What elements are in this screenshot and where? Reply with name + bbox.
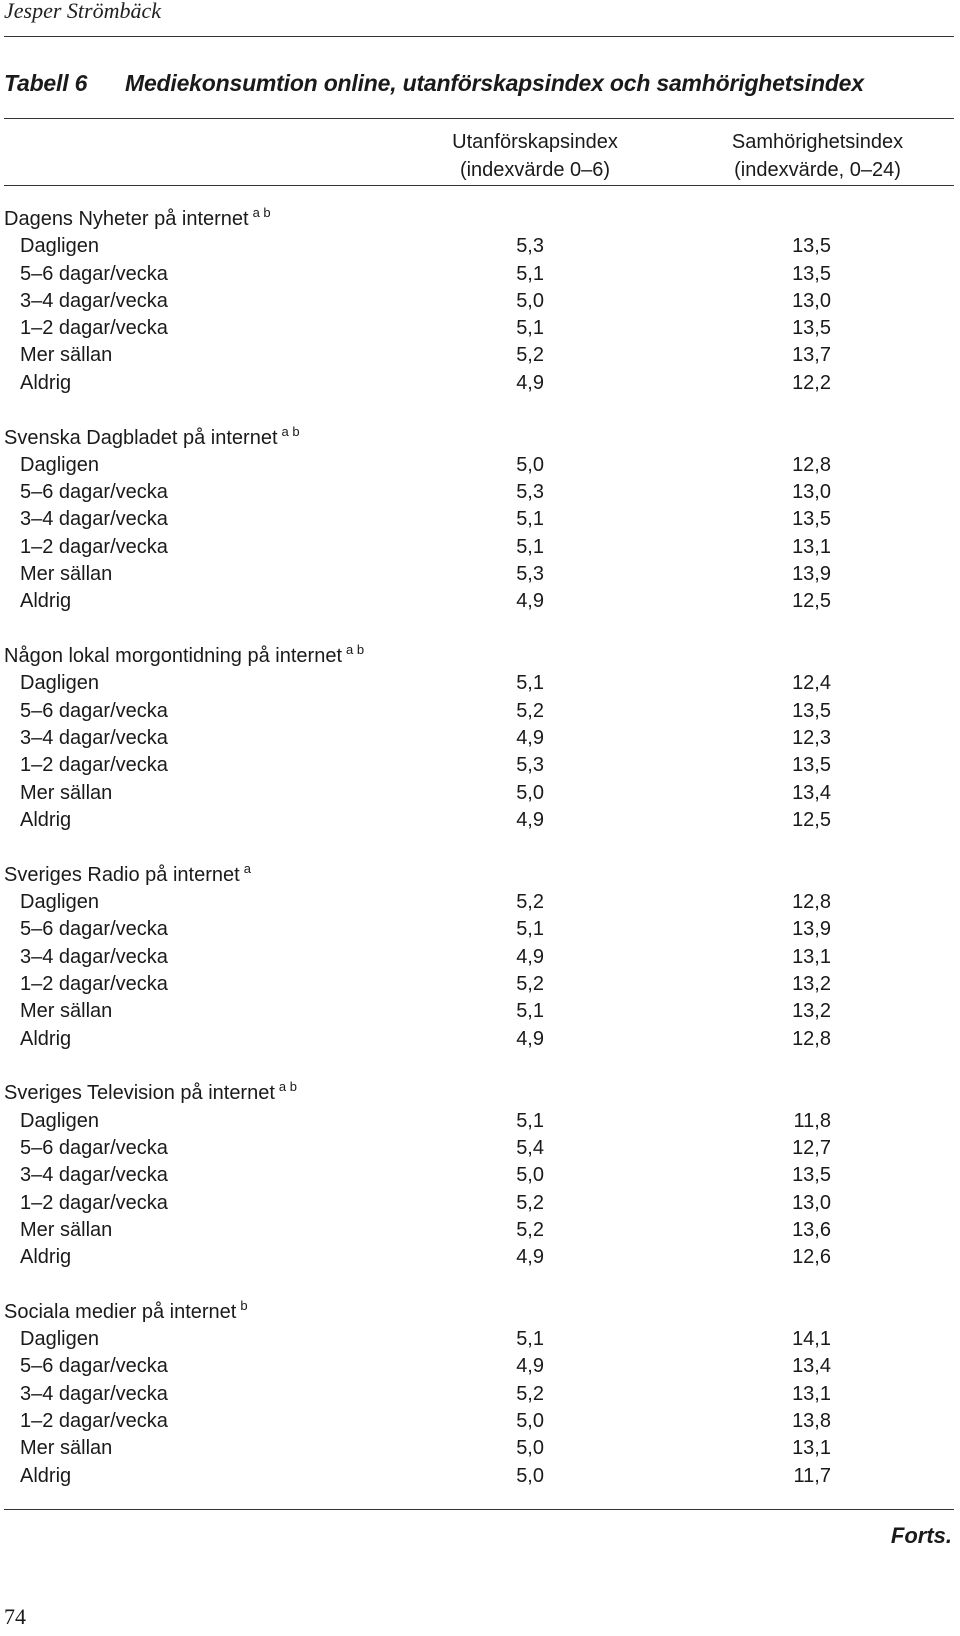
samhorighetsindex-value: 13,0	[792, 481, 831, 504]
samhorighetsindex-value: 13,9	[792, 563, 831, 586]
table-row	[4, 454, 954, 481]
utanforskapsindex-value: 4,9	[516, 1355, 544, 1378]
utanforskapsindex-value: 5,0	[516, 453, 544, 476]
utanforskapsindex-value: 4,9	[516, 945, 544, 968]
table-row	[4, 536, 954, 563]
row-label: 1–2 dagar/vecka	[20, 317, 168, 340]
footnote-markers: a b	[278, 1079, 297, 1095]
table-row	[4, 1219, 954, 1246]
utanforskapsindex-value: 5,2	[516, 344, 544, 367]
footnote-markers: b	[240, 1297, 248, 1313]
utanforskapsindex-value: 4,9	[516, 727, 544, 750]
section-title-text: Sociala medier på internet	[4, 1300, 237, 1323]
utanforskapsindex-value: 5,1	[516, 535, 544, 558]
samhorighetsindex-value: 13,5	[792, 262, 831, 285]
utanforskapsindex-value: 5,3	[516, 563, 544, 586]
table-row	[4, 235, 954, 262]
utanforskapsindex-value: 4,9	[516, 808, 544, 831]
table-row	[4, 973, 954, 1000]
row-label: 1–2 dagar/vecka	[20, 754, 168, 777]
samhorighetsindex-value: 13,7	[792, 344, 831, 367]
section-title	[4, 1079, 954, 1109]
samhorighetsindex-value: 12,5	[792, 590, 831, 613]
row-label: 1–2 dagar/vecka	[20, 1191, 168, 1214]
row-label: 3–4 dagar/vecka	[20, 1382, 168, 1405]
table-row	[4, 290, 954, 317]
footnote-markers: a b	[281, 423, 300, 439]
samhorighetsindex-value: 12,8	[792, 1027, 831, 1050]
section-title-text: Sveriges Radio på internet	[4, 863, 240, 886]
row-label: 3–4 dagar/vecka	[20, 289, 168, 312]
table-row	[4, 317, 954, 344]
samhorighetsindex-value: 13,2	[792, 972, 831, 995]
samhorighetsindex-value: 11,7	[793, 1464, 831, 1487]
samhorighetsindex-value: 13,1	[792, 1382, 831, 1405]
table-section	[4, 205, 954, 399]
utanforskapsindex-value: 5,3	[516, 481, 544, 504]
row-label: 3–4 dagar/vecka	[20, 508, 168, 531]
utanforskapsindex-value: 5,2	[516, 891, 544, 914]
table-row	[4, 1328, 954, 1355]
utanforskapsindex-value: 5,1	[516, 1109, 544, 1132]
table-row	[4, 372, 954, 399]
utanforskapsindex-value: 4,9	[516, 1246, 544, 1269]
row-label: Dagligen	[20, 1328, 99, 1351]
row-label: Aldrig	[20, 1464, 72, 1487]
samhorighetsindex-value: 12,6	[792, 1246, 831, 1269]
row-label: Mer sällan	[20, 1437, 113, 1460]
table-row	[4, 1410, 954, 1437]
row-label: Dagligen	[20, 453, 99, 476]
utanforskapsindex-value: 4,9	[516, 371, 544, 394]
table-row	[4, 1164, 954, 1191]
table-row	[4, 754, 954, 781]
table-row	[4, 508, 954, 535]
table-section	[4, 1297, 954, 1492]
row-label: Aldrig	[20, 808, 72, 831]
samhorighetsindex-value: 13,4	[792, 781, 831, 804]
table-row	[4, 1028, 954, 1055]
table-row	[4, 727, 954, 754]
samhorighetsindex-value: 13,4	[792, 1355, 831, 1378]
section-title	[4, 1297, 954, 1328]
samhorighetsindex-value: 13,1	[792, 945, 831, 968]
utanforskapsindex-value: 5,0	[516, 781, 544, 804]
table-row	[4, 1192, 954, 1219]
section-title-text: Sveriges Television på internet	[4, 1082, 275, 1105]
row-label: Dagligen	[20, 1109, 99, 1132]
row-label: Dagligen	[20, 672, 99, 695]
utanforskapsindex-value: 5,2	[516, 1218, 544, 1241]
utanforskapsindex-value: 5,2	[516, 1382, 544, 1405]
page-number: 74	[4, 1604, 26, 1629]
column-header-range: (indexvärde, 0–24)	[734, 159, 901, 181]
footnote-markers: a	[243, 860, 251, 876]
table-row	[4, 946, 954, 973]
samhorighetsindex-value: 14,1	[792, 1328, 831, 1351]
footnote-markers: a b	[252, 205, 271, 220]
row-label: Dagligen	[20, 235, 99, 258]
table-row	[4, 481, 954, 508]
row-label: Mer sällan	[20, 563, 113, 586]
bottom-rule	[4, 1509, 954, 1510]
utanforskapsindex-value: 5,1	[516, 262, 544, 285]
utanforskapsindex-value: 5,1	[516, 1328, 544, 1351]
row-label: 1–2 dagar/vecka	[20, 972, 168, 995]
samhorighetsindex-value: 11,8	[793, 1109, 831, 1132]
samhorighetsindex-value: 12,4	[792, 672, 831, 695]
section-title-text: Svenska Dagbladet på internet	[4, 426, 278, 449]
table-body	[4, 205, 954, 1519]
samhorighetsindex-value: 13,0	[792, 1191, 831, 1214]
samhorighetsindex-value: 13,5	[792, 317, 831, 340]
section-title-text: Någon lokal morgontidning på internet	[4, 645, 342, 668]
table-row	[4, 700, 954, 727]
samhorighetsindex-value: 12,2	[792, 371, 831, 394]
table-row	[4, 563, 954, 590]
title-rule	[4, 118, 954, 119]
utanforskapsindex-value: 5,2	[516, 1191, 544, 1214]
utanforskapsindex-value: 5,4	[516, 1136, 544, 1159]
table-row	[4, 263, 954, 290]
samhorighetsindex-value: 13,5	[792, 235, 831, 258]
footnote-markers: a b	[346, 642, 365, 658]
row-label: 3–4 dagar/vecka	[20, 727, 168, 750]
header-rule	[4, 185, 954, 186]
utanforskapsindex-value: 5,1	[516, 508, 544, 531]
table-row	[4, 782, 954, 809]
column-header-name: Samhörighetsindex	[731, 131, 904, 153]
utanforskapsindex-value: 5,2	[516, 972, 544, 995]
section-title	[4, 642, 954, 672]
table-row	[4, 1246, 954, 1273]
table-row	[4, 1383, 954, 1410]
row-label: 5–6 dagar/vecka	[20, 262, 168, 285]
table-row	[4, 344, 954, 371]
utanforskapsindex-value: 5,0	[516, 1410, 544, 1433]
continued-label: Forts.	[890, 1523, 952, 1548]
column-header-samhorighetsindex	[690, 128, 945, 184]
samhorighetsindex-value: 13,6	[792, 1218, 831, 1241]
table-row	[4, 590, 954, 617]
samhorighetsindex-value: 12,3	[792, 727, 831, 750]
samhorighetsindex-value: 13,1	[792, 1437, 831, 1460]
table-row	[4, 1437, 954, 1464]
column-header-utanforskapsindex	[420, 128, 650, 184]
table-row	[4, 918, 954, 945]
section-title	[4, 205, 954, 235]
utanforskapsindex-value: 5,3	[516, 235, 544, 258]
row-label: Aldrig	[20, 371, 72, 394]
samhorighetsindex-value: 13,0	[792, 289, 831, 312]
utanforskapsindex-value: 5,1	[516, 672, 544, 695]
table-row	[4, 1137, 954, 1164]
samhorighetsindex-value: 13,5	[792, 508, 831, 531]
utanforskapsindex-value: 5,1	[516, 317, 544, 340]
table-row	[4, 1110, 954, 1137]
row-label: 5–6 dagar/vecka	[20, 1136, 168, 1159]
row-label: 3–4 dagar/vecka	[20, 1164, 168, 1187]
table-row	[4, 809, 954, 836]
samhorighetsindex-value: 13,5	[792, 1164, 831, 1187]
row-label: 5–6 dagar/vecka	[20, 918, 168, 941]
table-row	[4, 1465, 954, 1492]
table-title	[4, 70, 864, 97]
utanforskapsindex-value: 4,9	[516, 1027, 544, 1050]
running-head: Jesper Strömbäck	[4, 0, 162, 23]
samhorighetsindex-value: 13,8	[792, 1410, 831, 1433]
samhorighetsindex-value: 12,7	[792, 1136, 831, 1159]
utanforskapsindex-value: 5,2	[516, 699, 544, 722]
utanforskapsindex-value: 5,3	[516, 754, 544, 777]
row-label: 5–6 dagar/vecka	[20, 1355, 168, 1378]
utanforskapsindex-value: 5,0	[516, 1164, 544, 1187]
table-section	[4, 642, 954, 836]
utanforskapsindex-value: 4,9	[516, 590, 544, 613]
samhorighetsindex-value: 13,1	[792, 535, 831, 558]
row-label: 3–4 dagar/vecka	[20, 945, 168, 968]
samhorighetsindex-value: 12,8	[792, 891, 831, 914]
table-caption: Mediekonsumtion online, utanförskapsindex och samhörighetsindex	[125, 70, 864, 96]
row-label: 5–6 dagar/vecka	[20, 699, 168, 722]
row-label: 1–2 dagar/vecka	[20, 535, 168, 558]
top-rule	[4, 36, 954, 37]
section-title-text: Dagens Nyheter på internet	[4, 208, 249, 230]
utanforskapsindex-value: 5,0	[516, 1437, 544, 1460]
row-label: Mer sällan	[20, 781, 113, 804]
samhorighetsindex-value: 13,5	[792, 754, 831, 777]
row-label: Mer sällan	[20, 1000, 113, 1023]
samhorighetsindex-value: 13,2	[792, 1000, 831, 1023]
samhorighetsindex-value: 12,8	[792, 453, 831, 476]
utanforskapsindex-value: 5,1	[516, 918, 544, 941]
table-row	[4, 891, 954, 918]
samhorighetsindex-value: 13,5	[792, 699, 831, 722]
section-title	[4, 423, 954, 454]
table-label: Tabell 6	[4, 70, 88, 96]
samhorighetsindex-value: 12,5	[792, 808, 831, 831]
row-label: 5–6 dagar/vecka	[20, 481, 168, 504]
row-label: Aldrig	[20, 1246, 72, 1269]
section-title	[4, 860, 954, 891]
row-label: Mer sällan	[20, 344, 113, 367]
table-section	[4, 860, 954, 1055]
row-label: Aldrig	[20, 1027, 72, 1050]
table-row	[4, 1355, 954, 1382]
row-label: Mer sällan	[20, 1218, 113, 1241]
utanforskapsindex-value: 5,0	[516, 289, 544, 312]
table-section	[4, 423, 954, 618]
row-label: 1–2 dagar/vecka	[20, 1410, 168, 1433]
utanforskapsindex-value: 5,1	[516, 1000, 544, 1023]
utanforskapsindex-value: 5,0	[516, 1464, 544, 1487]
column-header-name: Utanförskapsindex	[452, 131, 618, 153]
row-label: Dagligen	[20, 891, 99, 914]
table-section	[4, 1079, 954, 1273]
row-label: Aldrig	[20, 590, 72, 613]
column-header-range: (indexvärde 0–6)	[459, 159, 611, 181]
samhorighetsindex-value: 13,9	[792, 918, 831, 941]
table-row	[4, 1000, 954, 1027]
table-row	[4, 672, 954, 699]
